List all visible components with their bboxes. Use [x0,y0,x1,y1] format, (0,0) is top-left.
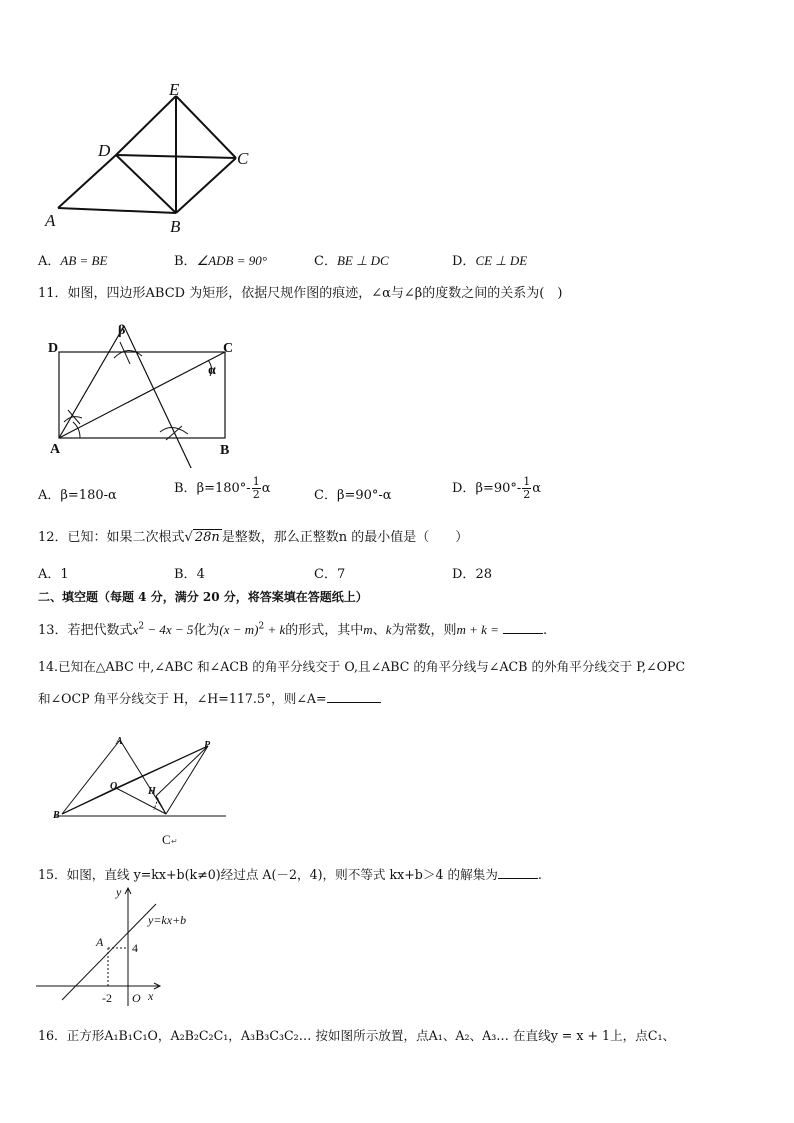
q12-option-b: B．4 [174,567,205,582]
label-C: C [237,149,249,168]
q12-option-c: C．7 [314,567,346,582]
label-x-value: -2 [102,991,112,1005]
label-line-equation: y=kx+b [148,913,187,927]
q11-option-b: B．β=180°- $\frac{1}{2}$ α [174,475,271,501]
label-B: B [220,443,230,458]
label-x-axis: x [148,989,154,1003]
label-A: A [96,935,104,949]
label-O: O [110,781,118,792]
radical-sign: √ [184,530,193,545]
label-A: A [116,736,123,747]
label-origin: O [132,991,141,1005]
q10-option-b: B．∠ADB = 90° [174,253,267,269]
label-P: P [204,740,211,751]
q10-option-d: D．CE ⊥ DE [452,253,528,269]
label-beta: β [118,323,126,338]
label-D: D [48,341,59,356]
q11-option-a: A．β=180-α [38,488,117,503]
q11-option-c: C．β=90°-α [314,488,392,503]
figure-rectangle-abcd [40,318,260,468]
figure-linear-function [36,884,216,1010]
label-A: A [50,442,61,457]
q11-stem: 11．如图，四边形ABCD 为矩形，依据尺规作图的痕迹，∠α与∠β的度数之间的关系为( ) [38,286,563,301]
label-H: H [148,786,156,797]
label-E: E [169,80,180,99]
label-y-axis: y [116,885,122,899]
q10-option-c: C．BE ⊥ DC [314,253,389,269]
q12-option-a: A．1 [38,567,69,582]
answer-blank[interactable] [498,866,538,879]
q11-option-d: D．β=90°- $\frac{1}{2}$ α [452,475,542,501]
fraction: $\frac{1}{2}$ [252,475,260,501]
return-mark: ↵ [171,837,178,846]
label-C: C [162,832,171,847]
q12-option-d: D．28 [452,567,492,582]
q14-stem-line1: 14.已知在△ABC 中,∠ABC 和∠ACB 的角平分线交于 O,且∠ABC 的角平分线与∠ACB 的外角平分线交于 P,∠OPC [38,659,686,674]
q15-stem: 15．如图，直线 y=kx+b(k≠0)经过点 A(－2，4)，则不等式 kx+b＞4 的解集为 . [38,867,542,882]
label-B: B [170,217,181,236]
fraction: $\frac{1}{2}$ [523,475,531,501]
label-A: A [45,211,56,230]
answer-blank[interactable] [327,690,381,703]
q12-stem: 12．已知：如果二次根式√ 28n 是整数，那么正整数n 的最小值是（ ） [38,530,469,545]
q10-option-a: A．AB = BE [38,253,108,269]
section-heading-fill-in: 二、填空题（每题 4 分，满分 20 分，将答案填在答题纸上） [38,590,368,604]
figure-triangle-abc-bisectors [48,730,238,850]
q16-stem: 16．正方形A₁B₁C₁O，A₂B₂C₂C₁，A₃B₃C₃C₂… 按如图所示放置，点A₁、A₂、A₃… 在直线y = x + 1上，点C₁、 [38,1028,676,1043]
label-y-value: 4 [132,941,138,955]
q13-stem: 13．若把代数式$x^2 - 4x - 5$化为$(x - m)^2 + k$的形式，其中m、k为常数，则m + k = . [38,621,548,638]
label-D: D [98,141,111,160]
q14-stem-line2: 和∠OCP 角平分线交于 H，∠H=117.5°，则∠A= [38,688,381,707]
answer-blank[interactable] [503,621,543,634]
label-alpha: α [208,363,216,378]
label-C: C [223,341,234,356]
figure-quadrilateral-abcde [40,80,260,240]
label-B: B [53,810,60,821]
